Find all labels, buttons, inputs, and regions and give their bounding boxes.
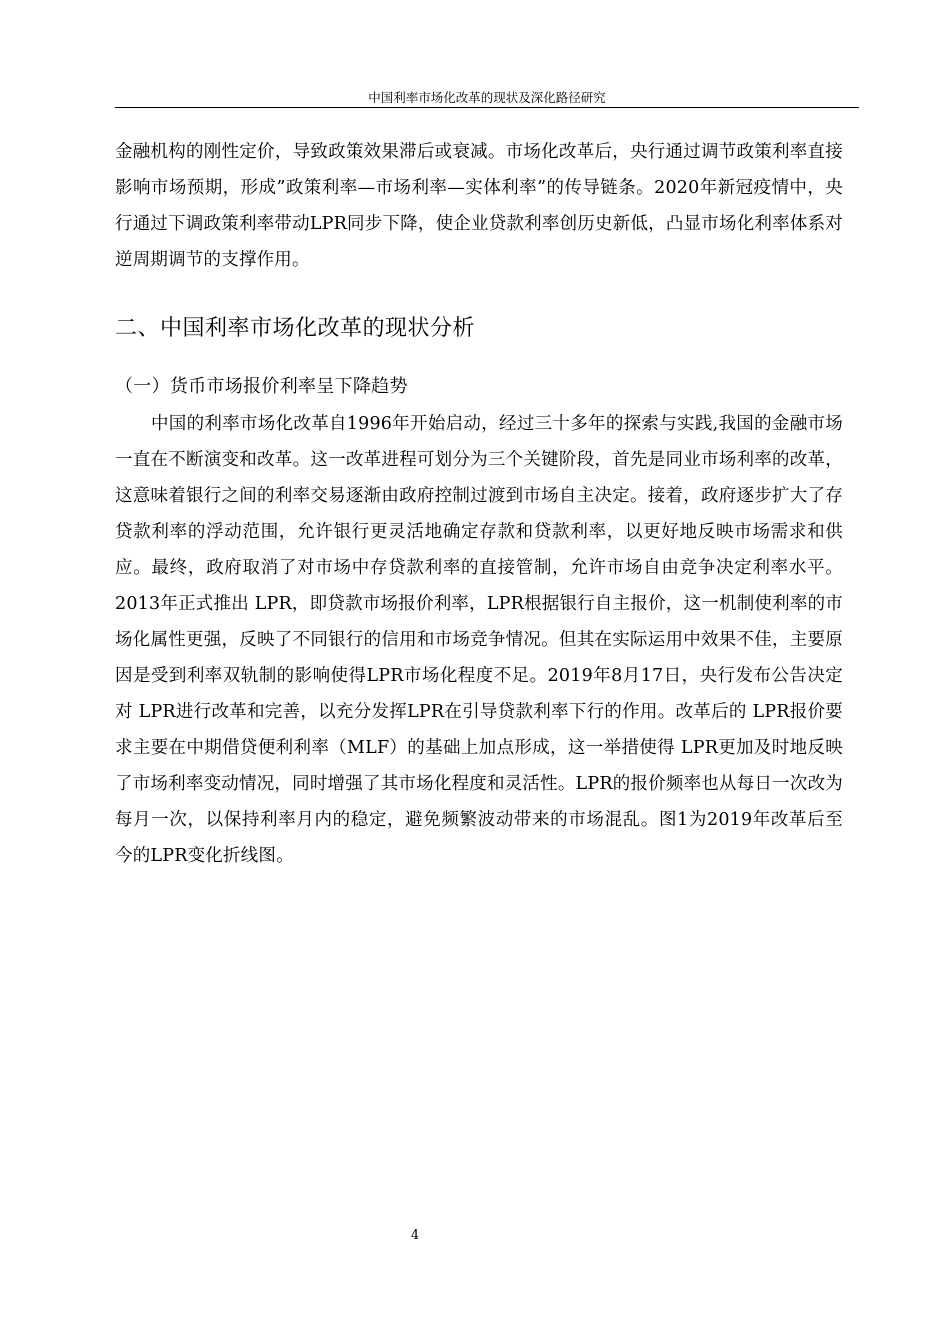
paragraph-continued: 金融机构的刚性定价，导致政策效果滞后或衰减。市场化改革后，央行通过调节政策利率直接影响市场预期，形成”政策利率—市场利率—实体利率”的传导链条。2020年新冠疫情中，央行通过下调政策利率带动LPR同步下降，使企业贷款利率创历史新低，凸显市场化利率体系对逆周期调节的支撑作用。 (115, 142, 843, 270)
subsection-heading: （一）货币市场报价利率呈下降趋势 (115, 376, 408, 397)
header-rule (115, 107, 859, 108)
running-header: 中国利率市场化改革的现状及深化路径研究 (368, 90, 606, 105)
section-heading: 二、中国利率市场化改革的现状分析 (115, 316, 476, 341)
page-number: 4 (410, 1228, 420, 1243)
page-content (115, 134, 843, 874)
paragraph-lpr-history: 中国的利率市场化改革自1996年开始启动，经过三十多年的探索与实践,我国的金融市场一直在不断演变和改革。这一改革进程可划分为三个关键阶段，首先是同业市场利率的改革，这意味着银行之间的利率交易逐渐由政府控制过渡到市场自主决定。接着，政府逐步扩大了存贷款利率的浮动范围，允许银行更灵活地确定存款和贷款利率，以更好地反映市场需求和供应。最终，政府取消了对市场中存贷款利率的直接管制，允许市场自由竞争决定利率水平。2013年正式推出 LPR，即贷款市场报价利率，LPR根据银行自主报价，这一机制使利率的市场化属性更强，反映了不同银行的信用和市场竞争情况。但其在实际运用中效果不佳，主要原因是受到利率双轨制的影响使得LPR市场化程度不足。2019年8月17日，央行发布公告决定对 LPR进行改革和完善，以充分发挥LPR在引导贷款利率下行的作用。改革后的 LPR报价要求主要在中期借贷便利利率（MLF）的基础上加点形成，这一举措使得 LPR更加及时地反映了市场利率变动情况，同时增强了其市场化程度和灵活性。LPR的报价频率也从每日一次改为每月一次，以保持利率月内的稳定，避免频繁波动带来的市场混乱。图1为2019年改革后至今的LPR变化折线图。 (115, 414, 843, 866)
